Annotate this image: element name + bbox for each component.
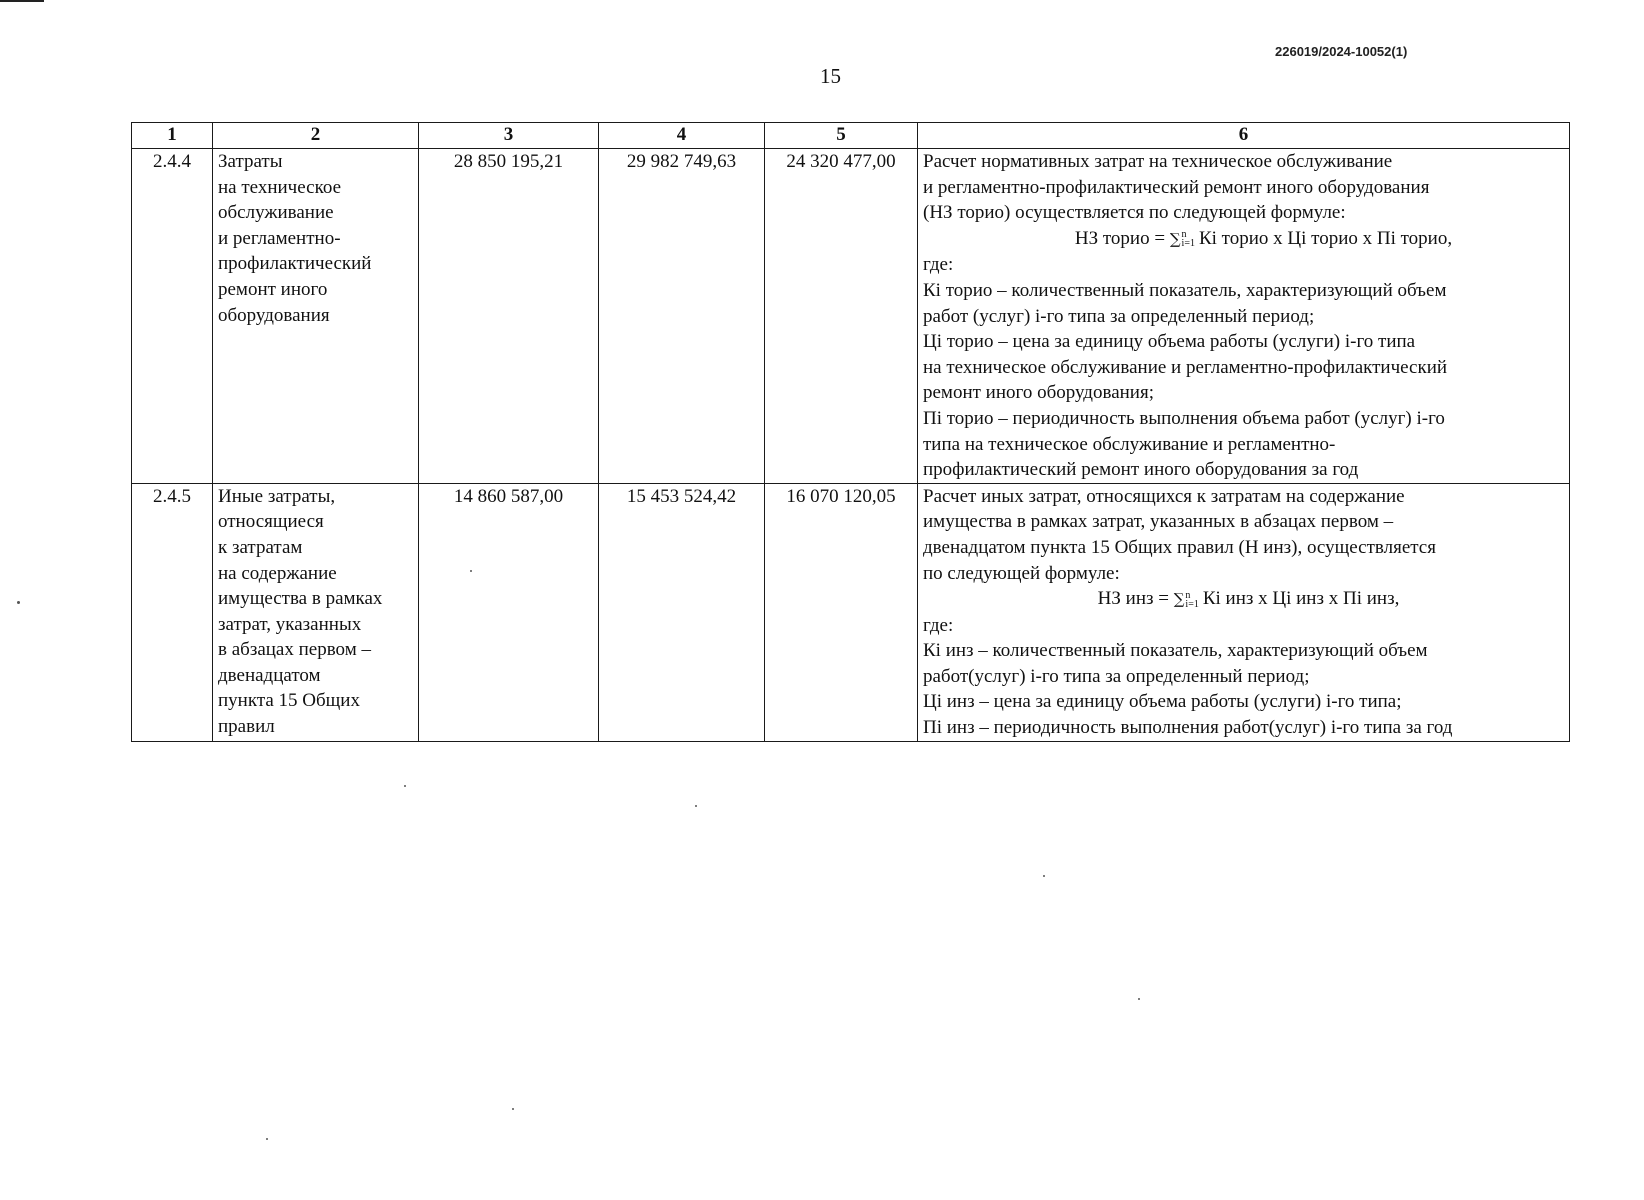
sum-lower-limit: i=1 (1181, 238, 1195, 250)
cost-name-line: Затраты (218, 151, 283, 172)
sum-lower-limit: i=1 (1185, 598, 1199, 610)
column-header: 1 (132, 123, 213, 149)
calculation-description (918, 483, 1570, 741)
cost-name-line: на содержание (218, 562, 337, 584)
cost-name-line: обслуживание (218, 202, 334, 224)
formula (923, 586, 1564, 613)
description-line: Цi инз – цена за единицу объема работы (услуги) i-го типа; (923, 691, 1402, 713)
sum-limits (1185, 591, 1198, 609)
cost-name-line: имущества в рамках (218, 588, 383, 610)
column-header: 3 (419, 123, 599, 149)
description-line: Кi инз – количественный показатель, характеризующий объем (923, 640, 1428, 662)
description-line: ремонт иного оборудования; (923, 382, 1154, 404)
description-line: Расчет нормативных затрат на техническое обслуживание (923, 151, 1393, 172)
amount-col4: 29 982 749,63 (599, 149, 765, 484)
scan-speck (512, 1108, 514, 1110)
formula-right: Кi торио x Цi торио x Пi торио, (1198, 227, 1453, 249)
formula-left: НЗ инз = (1097, 588, 1174, 610)
cost-name-line: на техническое (218, 176, 341, 198)
description-line: Пi инз – периодичность выполнения работ(услуг) i-го типа за год (923, 717, 1453, 739)
description-line: работ (услуг) i-го типа за определенный период; (923, 305, 1315, 327)
cost-name-line: ремонт иного (218, 278, 328, 300)
cost-name-line: относящиеся (218, 511, 324, 533)
cost-table (131, 122, 1570, 742)
formula (923, 226, 1564, 253)
sum-symbol: ∑ (1173, 590, 1185, 609)
cost-name-line: двенадцатом (218, 664, 321, 686)
sum-upper-limit: n (1185, 589, 1191, 601)
description-line: Расчет иных затрат, относящихся к затратам на содержание (923, 485, 1405, 507)
cost-name-line: к затратам (218, 536, 303, 558)
cost-name-line: в абзацах первом – (218, 639, 371, 661)
column-header: 2 (213, 123, 419, 149)
scan-speck (1138, 998, 1140, 1000)
cost-name-line: затрат, указанных (218, 613, 362, 635)
description-line: имущества в рамках затрат, указанных в абзацах первом – (923, 511, 1394, 533)
cost-name-line: оборудования (218, 304, 330, 326)
description-line: и регламентно-профилактический ремонт иного оборудования (923, 176, 1430, 198)
table-row (132, 483, 1570, 741)
table-row (132, 149, 1570, 484)
description-line: где: (923, 254, 954, 276)
column-header: 4 (599, 123, 765, 149)
scan-speck (17, 601, 20, 604)
description-line: работ(услуг) i-го типа за определенный период; (923, 665, 1310, 687)
row-number: 2.4.4 (132, 149, 213, 484)
cost-name-line: пункта 15 Общих (218, 690, 360, 712)
scan-speck (470, 570, 472, 572)
column-header: 5 (765, 123, 918, 149)
document-id: 226019/2024-10052(1) (1275, 44, 1408, 59)
description-line: где: (923, 614, 954, 636)
row-number: 2.4.5 (132, 483, 213, 741)
amount-col3: 28 850 195,21 (419, 149, 599, 484)
sum-limits (1182, 230, 1195, 248)
scan-speck (266, 1138, 268, 1140)
formula-left: НЗ торио = (1074, 227, 1170, 249)
calculation-description (918, 149, 1570, 484)
formula-right: Кi инз x Цi инз x Пi инз, (1202, 588, 1400, 610)
amount-col3: 14 860 587,00 (419, 483, 599, 741)
description-line: профилактический ремонт иного оборудования за год (923, 459, 1359, 481)
scan-speck (404, 785, 406, 787)
description-line: Пi торио – периодичность выполнения объема работ (услуг) i-го (923, 407, 1445, 429)
page-number: 15 (820, 64, 841, 88)
cost-name-line: и регламентно- (218, 227, 341, 249)
column-header: 6 (918, 123, 1570, 149)
sum-symbol: ∑ (1169, 229, 1181, 248)
cost-name-line: Иные затраты, (218, 485, 336, 507)
cost-name-line: профилактический (218, 253, 372, 275)
description-line: типа на техническое обслуживание и регламентно- (923, 433, 1336, 455)
table-header-row (132, 123, 1570, 149)
description-line: по следующей формуле: (923, 562, 1120, 584)
scan-speck (695, 805, 697, 807)
cost-name-cell (213, 149, 419, 484)
description-line: Кi торио – количественный показатель, характеризующий объем (923, 279, 1447, 301)
amount-col5: 16 070 120,05 (765, 483, 918, 741)
description-line: двенадцатом пункта 15 Общих правил (Н инз), осуществляется (923, 536, 1436, 558)
cost-name-cell (213, 483, 419, 741)
description-line: (НЗ торио) осуществляется по следующей формуле: (923, 202, 1346, 224)
scan-speck (1043, 875, 1045, 877)
description-line: Цi торио – цена за единицу объема работы (услуги) i-го типа (923, 331, 1416, 353)
cost-name-line: правил (218, 716, 275, 738)
amount-col4: 15 453 524,42 (599, 483, 765, 741)
sum-upper-limit: n (1181, 229, 1187, 241)
amount-col5: 24 320 477,00 (765, 149, 918, 484)
description-line: на техническое обслуживание и регламентно-профилактический (923, 356, 1448, 378)
scan-edge-mark (0, 0, 44, 2)
